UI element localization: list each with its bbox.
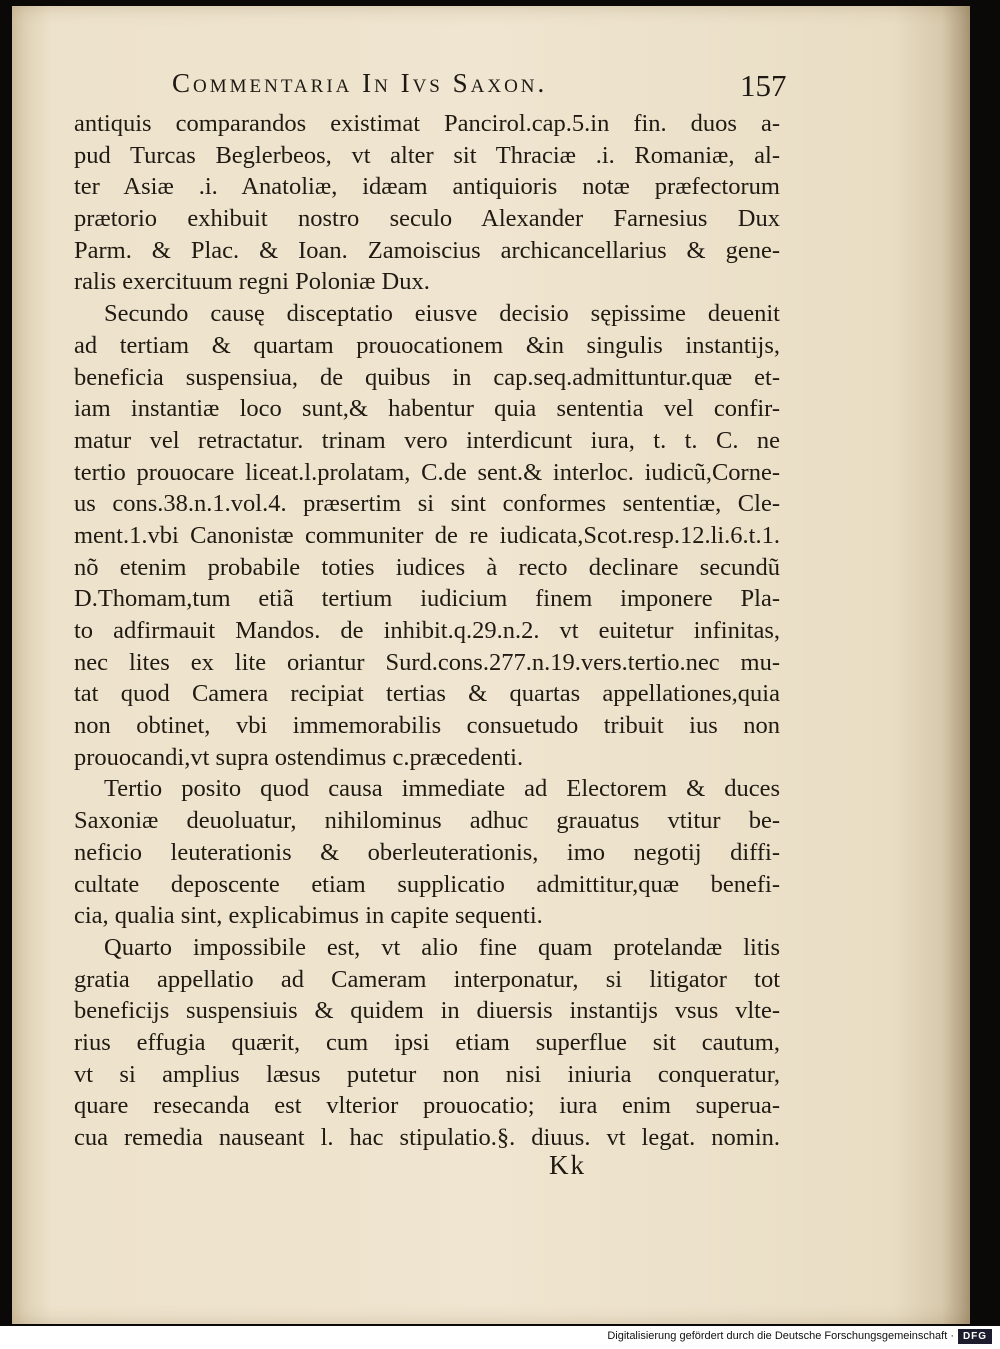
text-line: nõ etenim probabile toties iudices à recto declinare secundũ [74, 553, 780, 581]
text-line: non obtinet, vbi immemorabilis consuetudo tribuit ius non [74, 712, 780, 740]
page-edge-shadow [942, 6, 970, 1324]
text-line: cua remedia nauseant l. hac stipulatio.§. diuus. vt legat. nomin. [74, 1124, 780, 1151]
signature-mark: Kk [549, 1150, 586, 1180]
funding-credit: Digitalisierung gefördert durch die Deutsche Forschungsgemeinschaft · [607, 1330, 954, 1342]
text-line: prouocandi,vt supra ostendimus c.præcedenti. [74, 743, 524, 771]
text-line: quare resecanda est vlterior prouocatio; iura enim superua- [74, 1092, 780, 1120]
text-line: matur vel retractatur. trinam vero interdicunt iura, t. t. C. ne [74, 426, 780, 454]
book-page [12, 6, 970, 1324]
text-line: tat quod Camera recipiat tertias & quartas appellationes,quia [74, 680, 780, 708]
text-line: tertio prouocare liceat.l.prolatam, C.de sent.& interloc. iudicũ,Corne- [74, 458, 780, 486]
text-line: us cons.38.n.1.vol.4. præsertim si sint conformes sententiæ, Cle- [74, 490, 780, 518]
text-line: Parm. & Plac. & Ioan. Zamoiscius archicancellarius & gene- [74, 236, 780, 264]
text-line: cultate deposcente etiam supplicatio admittitur,quæ benefi- [74, 870, 780, 898]
body-text [74, 108, 780, 1154]
text-line: antiquis comparandos existimat Pancirol.cap.5.in fin. duos a- [74, 110, 780, 137]
page-number: 157 [740, 68, 787, 103]
text-line: iam instantiæ loco sunt,& habentur quia sententia vel confir- [74, 395, 780, 423]
text-line: vt si amplius læsus putetur non nisi iniuria conqueratur, [74, 1060, 780, 1088]
paragraph-first-line: Secundo causę disceptatio eiusve decisio sępissime deuenit [104, 300, 780, 328]
text-line: beneficijs suspensiuis & quidem in diuersis instantijs vsus vlte- [74, 997, 780, 1025]
text-line: prætorio exhibuit nostro seculo Alexander Farnesius Dux [74, 205, 780, 233]
text-line: neficio leuterationis & oberleuterationis, imo negotij diffi- [74, 838, 780, 866]
text-line: ad tertiam & quartam prouocationem &in singulis instantijs, [74, 331, 780, 359]
text-line: ralis exercituum regni Poloniæ Dux. [74, 268, 430, 296]
text-line: ter Asiæ .i. Anatoliæ, idæam antiquioris notæ præfectorum [74, 173, 780, 201]
text-line: cia, qualia sint, explicabimus in capite sequenti. [74, 902, 543, 930]
text-line: nec lites ex lite oriantur Surd.cons.277.n.19.vers.tertio.nec mu- [74, 648, 780, 676]
text-line: ment.1.vbi Canonistæ communiter de re iudicata,Scot.resp.12.li.6.t.1. [74, 521, 780, 549]
text-line: gratia appellatio ad Cameram interponatur, si litigator tot [74, 965, 780, 993]
text-line: pud Turcas Beglerbeos, vt alter sit Thraciæ .i. Romaniæ, al- [74, 141, 780, 169]
running-title: Commentaria In Ivs Saxon. [172, 68, 548, 98]
paragraph-first-line: Quarto impossibile est, vt alio fine quam protelandæ litis [104, 933, 780, 961]
text-line: D.Thomam,tum etiã tertium iudicium finem imponere Pla- [74, 585, 780, 613]
dfg-logo-icon: DFG [958, 1329, 992, 1344]
text-line: rius effugia quærit, cum ipsi etiam superflue sit cautum, [74, 1028, 780, 1056]
footer-bar [0, 1326, 1000, 1349]
paragraph-first-line: Tertio posito quod causa immediate ad Electorem & duces [104, 775, 780, 803]
text-line: Saxoniæ deuoluatur, nihilominus adhuc grauatus vtitur be- [74, 807, 780, 835]
text-line: beneficia suspensiua, de quibus in cap.seq.admittuntur.quæ et- [74, 363, 780, 391]
text-line: to adfirmauit Mandos. de inhibit.q.29.n.2. vt euitetur infinitas, [74, 617, 780, 644]
